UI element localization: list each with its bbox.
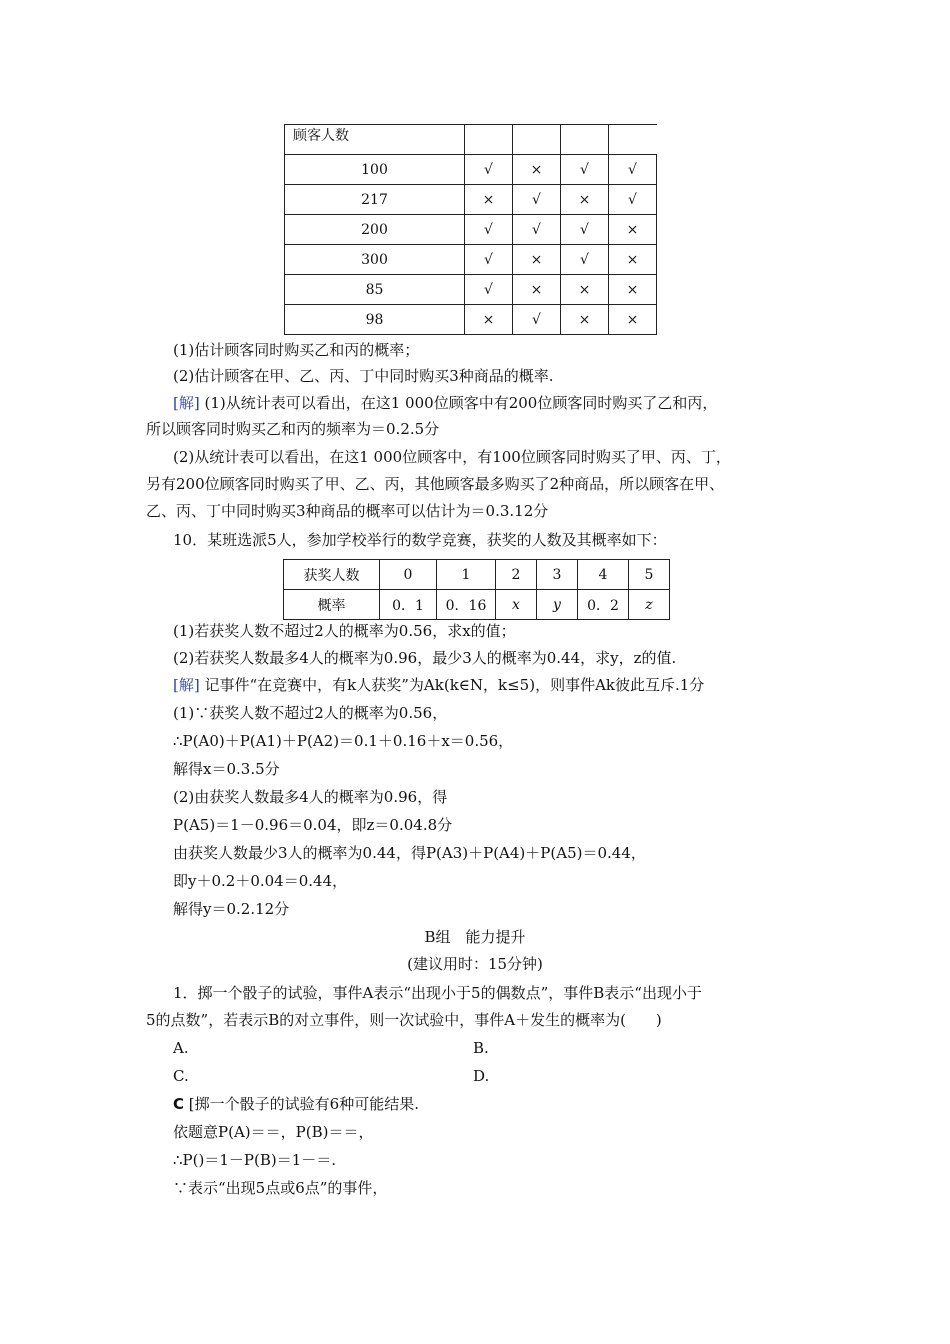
cell-mark: × xyxy=(609,275,657,305)
cell-mark: × xyxy=(609,245,657,275)
q10-s7: 即y＋0.2＋0.04＝0.44， xyxy=(173,872,348,890)
cell-mark: √ xyxy=(465,275,513,305)
cell-count: 98 xyxy=(285,305,465,335)
q10-part2: (2)若获奖人数最多4人的概率为0.96，最少3人的概率为0.44，求y，z的值. xyxy=(173,649,677,667)
q10-s2: ∴P(A0)＋P(A1)＋P(A2)＝0.1＋0.16＋x＝0.56， xyxy=(173,732,514,750)
cell-count: 85 xyxy=(285,275,465,305)
option-d: D. xyxy=(473,1067,490,1085)
cell-count: 100 xyxy=(285,155,465,185)
q9-sol1-a: (1)从统计表可以看出，在这1 000位顾客中有200位顾客同时购买了乙和丙， xyxy=(204,394,718,412)
table-row xyxy=(284,560,670,590)
q10-s1: (1)∵获奖人数不超过2人的概率为0.56， xyxy=(173,704,448,722)
cell-mark: √ xyxy=(609,155,657,185)
q9-sol2-b: 另有200位顾客同时购买了甲、乙、丙，其他顾客最多购买了2种商品，所以顾客在甲、 xyxy=(146,475,725,493)
cell: 5 xyxy=(629,560,670,590)
table-row xyxy=(285,215,657,245)
q9-solution-line1 xyxy=(173,393,717,413)
q9-sol2-a: (2)从统计表可以看出，在这1 000位顾客中，有100位顾客同时购买了甲、丙、丁， xyxy=(173,448,731,466)
q10-solution-intro xyxy=(173,675,704,695)
cell-mark: √ xyxy=(465,215,513,245)
cell: x xyxy=(496,590,537,620)
cell-mark: √ xyxy=(561,155,609,185)
answer-letter: C xyxy=(173,1095,185,1113)
q10-s-intro: 记事件“在竞赛中，有k人获奖”为Ak(k∈N，k≤5)，则事件Ak彼此互斥.1分 xyxy=(204,676,705,694)
cell: 0 xyxy=(380,560,437,590)
table-header-row xyxy=(285,125,657,155)
cell-mark: √ xyxy=(609,185,657,215)
cell: 1 xyxy=(437,560,496,590)
cell-mark: × xyxy=(609,305,657,335)
header-cell xyxy=(513,125,561,155)
q10-part1: (1)若获奖人数不超过2人的概率为0.56，求x的值； xyxy=(173,622,516,640)
cell: 0．16 xyxy=(437,590,496,620)
table-row xyxy=(285,305,657,335)
cell-count: 300 xyxy=(285,245,465,275)
cell: 4 xyxy=(578,560,629,590)
cell-mark: × xyxy=(513,245,561,275)
cell: 3 xyxy=(537,560,578,590)
q9-sol1-b: 所以顾客同时购买乙和丙的频率为＝0.2.5分 xyxy=(146,420,440,438)
header-cell-count: 顾客人数 xyxy=(285,125,465,155)
cell-mark: √ xyxy=(561,245,609,275)
solution-tag: [解] xyxy=(173,394,200,412)
header-cell xyxy=(465,125,513,155)
cell: z xyxy=(629,590,670,620)
cell: 0．2 xyxy=(578,590,629,620)
table-row xyxy=(285,185,657,215)
qb1-a3: ∴P()＝1－P(B)＝1－＝. xyxy=(173,1151,337,1169)
q9-sol2-c: 乙、丙、丁中同时购买3种商品的概率可以估计为＝0.3.12分 xyxy=(146,502,549,520)
cell-count: 200 xyxy=(285,215,465,245)
cell-mark: × xyxy=(561,185,609,215)
q10-stem: 10．某班选派5人，参加学校举行的数学竞赛，获奖的人数及其概率如下： xyxy=(173,531,667,549)
cell: 2 xyxy=(496,560,537,590)
q10-s5: P(A5)＝1－0.96＝0.04，即z＝0.04.8分 xyxy=(173,816,453,834)
cell-mark: √ xyxy=(465,245,513,275)
cell: 0．1 xyxy=(380,590,437,620)
table-row xyxy=(285,245,657,275)
cell-mark: √ xyxy=(561,215,609,245)
qb1-a1: [掷一个骰子的试验有6种可能结果. xyxy=(188,1095,419,1113)
cell-mark: × xyxy=(513,275,561,305)
cell-mark: × xyxy=(465,185,513,215)
qb1-a4: ∵表示“出现5点或6点”的事件， xyxy=(173,1179,388,1197)
table-row xyxy=(284,590,670,620)
cell: y xyxy=(537,590,578,620)
table-row xyxy=(285,275,657,305)
cell-mark: × xyxy=(561,275,609,305)
header-cell xyxy=(561,125,609,155)
qb1-answer-line xyxy=(173,1094,419,1114)
option-a: A. xyxy=(173,1039,189,1057)
cell-mark: × xyxy=(561,305,609,335)
q9-part2: (2)估计顾客在甲、乙、丙、丁中同时购买3种商品的概率. xyxy=(173,367,554,385)
q10-s6: 由获奖人数最少3人的概率为0.44，得P(A3)＋P(A4)＋P(A5)＝0.44， xyxy=(173,844,646,862)
q10-s3: 解得x＝0.3.5分 xyxy=(173,760,280,778)
cell-mark: √ xyxy=(513,305,561,335)
cell-label: 获奖人数 xyxy=(284,560,380,590)
cell-mark: √ xyxy=(465,155,513,185)
qb1-a2: 依题意P(A)＝＝，P(B)＝＝， xyxy=(173,1123,374,1141)
cell-mark: × xyxy=(465,305,513,335)
cell-count: 217 xyxy=(285,185,465,215)
purchase-table xyxy=(284,124,657,335)
cell-mark: √ xyxy=(513,215,561,245)
option-b: B. xyxy=(473,1039,489,1057)
q10-s8: 解得y＝0.2.12分 xyxy=(173,900,290,918)
option-c: C. xyxy=(173,1067,189,1085)
solution-tag: [解] xyxy=(173,676,200,694)
q10-s4: (2)由获奖人数最多4人的概率为0.96，得 xyxy=(173,788,448,806)
qb1-stem-a: 1．掷一个骰子的试验，事件A表示“出现小于5的偶数点”，事件B表示“出现小于 xyxy=(173,984,702,1002)
header-cell xyxy=(609,125,657,155)
qb1-stem-b: 5的点数”，若表示B的对立事件，则一次试验中，事件A＋发生的概率为( ) xyxy=(146,1011,662,1029)
award-probability-table xyxy=(283,559,670,620)
cell-mark: × xyxy=(513,155,561,185)
table-row xyxy=(285,155,657,185)
cell-mark: × xyxy=(609,215,657,245)
group-b-title: B组 能力提升 xyxy=(424,928,526,946)
cell-label: 概率 xyxy=(284,590,380,620)
q9-part1: (1)估计顾客同时购买乙和丙的概率； xyxy=(173,341,420,359)
cell-mark: √ xyxy=(513,185,561,215)
group-b-time: (建议用时：15分钟) xyxy=(407,955,543,973)
